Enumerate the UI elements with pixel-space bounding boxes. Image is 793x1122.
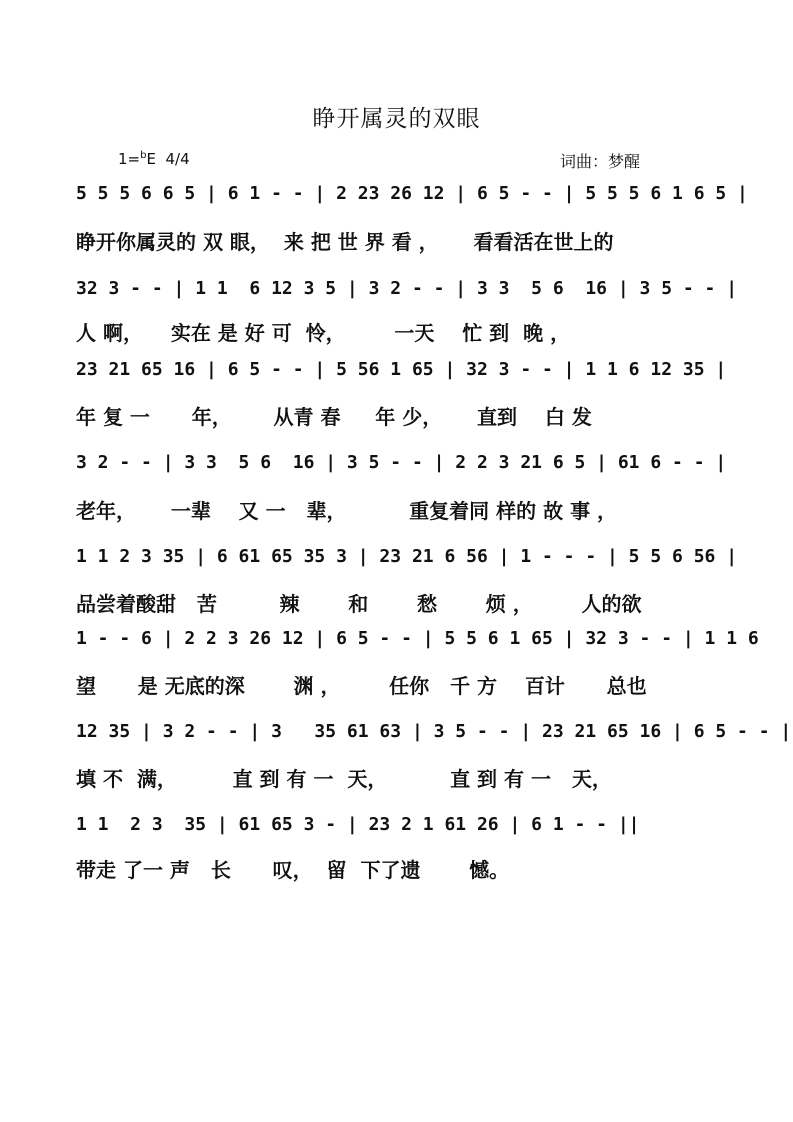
lyric-line-8: 带走 了一 声 长 叹， 留 下了遗 憾。: [76, 858, 510, 882]
flat-sign: b: [140, 150, 147, 161]
lyric-line-7: 填 不 满， 直 到 有 一 天， 直 到 有 一 天，: [76, 767, 612, 791]
lyric-line-4: 老年， 一辈 又 一 辈， 重复着同 样的 故 事 ，: [76, 499, 618, 523]
notation-line-1: 5 5 5 6 6 5 | 6 1 - - | 2 23 26 12 | 6 5 - - | 5 5 5 6 1 6 5 |: [76, 183, 748, 204]
lyric-line-3: 年 复 一 年， 从青 春 年 少， 直到 白 发: [76, 405, 592, 429]
lyric-line-1: 睁开你属灵的 双 眼， 来 把 世 界 看 ， 看看活在世上的: [76, 230, 614, 254]
lyric-line-2: 人 啊， 实在 是 好 可 怜， 一天 忙 到 晚 ，: [76, 321, 571, 345]
credits: 词曲：梦醒: [560, 152, 641, 171]
notation-line-4: 3 2 - - | 3 3 5 6 16 | 3 5 - - | 2 2 3 21 6 5 | 61 6 - - |: [76, 452, 727, 473]
time-signature: 4/4: [165, 150, 190, 168]
song-title: 睁开属灵的双眼: [312, 106, 481, 132]
notation-line-6: 1 - - 6 | 2 2 3 26 12 | 6 5 - - | 5 5 6 1 65 | 32 3 - - | 1 1 6: [76, 628, 759, 649]
notation-line-7: 12 35 | 3 2 - - | 3 35 61 63 | 3 5 - - | 23 21 65 16 | 6 5 - - |: [76, 721, 792, 742]
key-signature: [118, 150, 190, 168]
notation-line-2: 32 3 - - | 1 1 6 12 3 5 | 3 2 - - | 3 3 5 6 16 | 3 5 - - |: [76, 278, 738, 299]
key-prefix: 1=: [118, 150, 141, 168]
notation-line-3: 23 21 65 16 | 6 5 - - | 5 56 1 65 | 32 3 - - | 1 1 6 12 35 |: [76, 359, 727, 380]
lyric-line-5: 品尝着酸甜 苦 辣 和 愁 烦 ， 人的欲: [76, 592, 642, 616]
notation-line-8: 1 1 2 3 35 | 61 65 3 - | 23 2 1 61 26 | 6 1 - - ||: [76, 814, 640, 835]
notation-line-5: 1 1 2 3 35 | 6 61 65 35 3 | 23 21 6 56 | 1 - - - | 5 5 6 56 |: [76, 546, 738, 567]
lyric-line-6: 望 是 无底的深 渊 ， 任你 千 方 百计 总也: [76, 674, 647, 698]
key-note: E: [146, 150, 156, 168]
